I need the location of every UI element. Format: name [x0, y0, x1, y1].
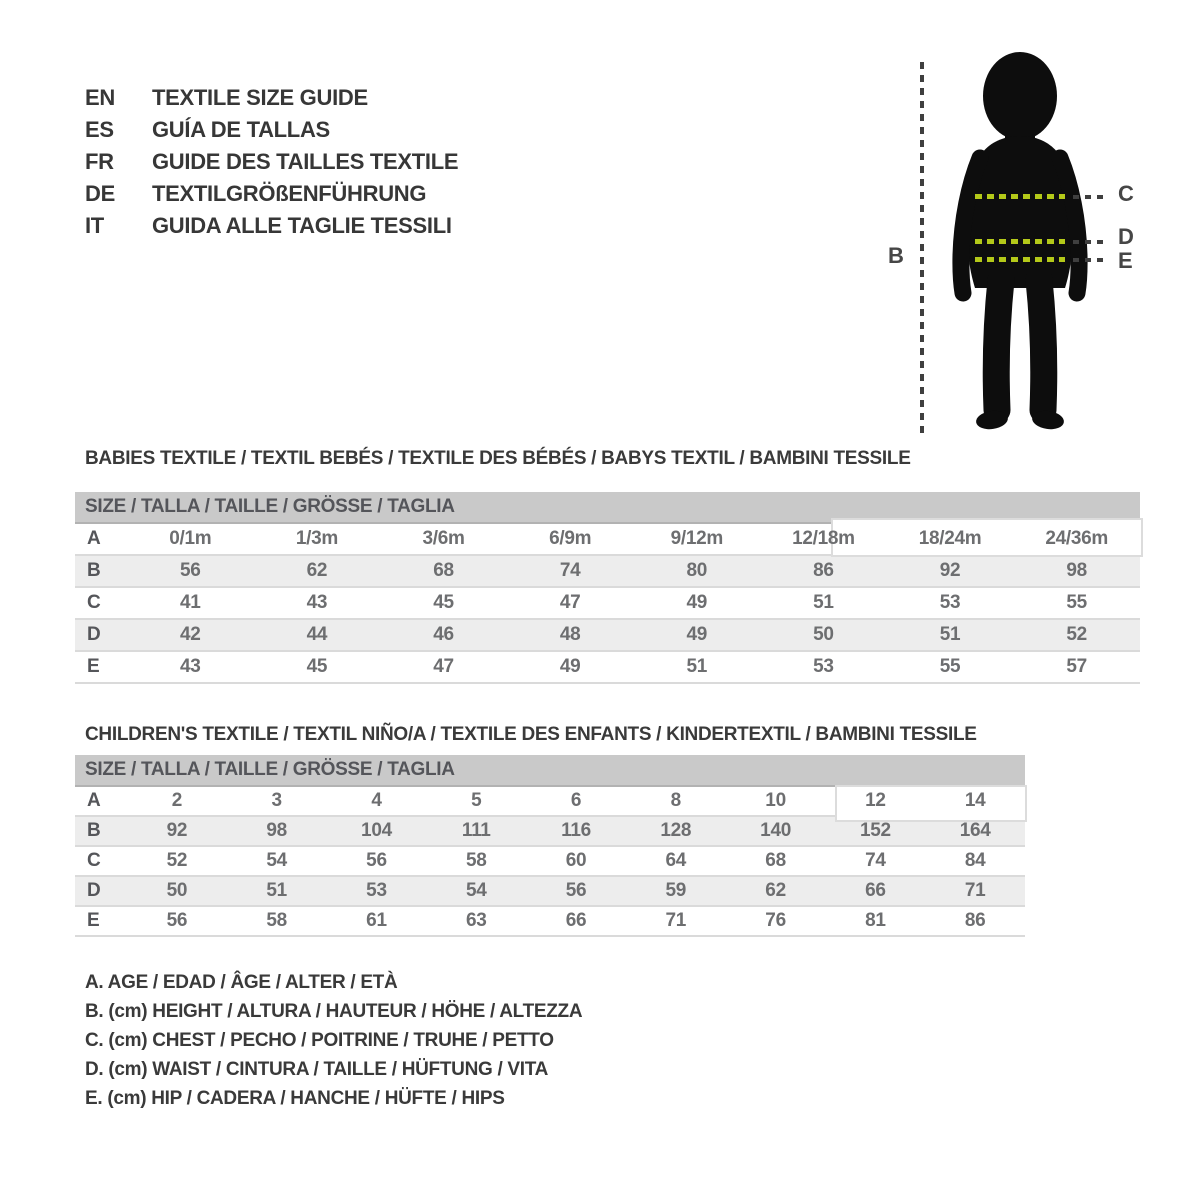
size-value-cell: 5	[471, 790, 482, 811]
size-value-cell: 68	[765, 850, 786, 871]
size-value-cell: 0/1m	[169, 528, 212, 549]
children-size-table	[75, 755, 1025, 937]
table-row	[75, 847, 1025, 877]
language-code: DE	[85, 181, 115, 206]
size-value-cell: 53	[939, 592, 961, 613]
language-code: IT	[85, 213, 104, 238]
language-row-es	[85, 114, 458, 146]
row-label: B	[87, 820, 101, 841]
size-value-cell: 59	[665, 880, 687, 901]
size-value-cell: 1/3m	[295, 528, 338, 549]
language-title: TEXTILGRÖßENFÜHRUNG	[152, 181, 427, 206]
hip-label: E	[1118, 248, 1133, 273]
size-value-cell: 66	[865, 880, 886, 901]
language-row-en	[85, 82, 458, 114]
size-value-cell: 84	[964, 850, 986, 871]
legend-line-age: A. AGE / EDAD / ÂGE / ALTER / ETÀ	[85, 971, 398, 993]
size-value-cell: 49	[559, 656, 581, 677]
size-value-cell: 43	[306, 592, 328, 613]
language-row-fr	[85, 146, 458, 178]
row-label: A	[87, 790, 101, 811]
babies-section-title: BABIES TEXTILE / TEXTIL BEBÉS / TEXTILE DES BÉBÉS / BABYS TEXTIL / BAMBINI TESSILE	[85, 448, 911, 469]
table-row	[75, 620, 1140, 652]
size-value-cell: 66	[565, 910, 587, 931]
chest-label: C	[1118, 181, 1134, 206]
size-value-cell: 74	[559, 560, 581, 581]
size-value-cell: 58	[266, 910, 287, 931]
size-value-cell: 92	[166, 820, 188, 841]
height-label: B	[888, 243, 904, 268]
size-value-cell: 14	[964, 790, 986, 811]
size-value-cell: 47	[433, 656, 454, 677]
size-value-cell: 52	[1066, 624, 1087, 645]
size-value-cell: 71	[665, 910, 687, 931]
size-value-cell: 52	[166, 850, 188, 871]
size-value-cell: 74	[865, 850, 886, 871]
table-row	[75, 907, 1025, 937]
row-label: C	[87, 850, 101, 871]
size-value-cell: 57	[1066, 656, 1087, 677]
size-value-cell: 51	[939, 624, 961, 645]
size-value-cell: 51	[686, 656, 708, 677]
size-value-cell: 43	[180, 656, 201, 677]
size-value-cell: 8	[670, 790, 681, 811]
size-value-cell: 56	[366, 850, 387, 871]
size-value-cell: 49	[686, 624, 708, 645]
size-value-cell: 61	[366, 910, 387, 931]
waist-measure-line	[975, 239, 1065, 244]
chest-measure-line	[975, 194, 1065, 199]
table-row	[75, 556, 1140, 588]
size-value-cell: 3	[271, 790, 282, 811]
language-title: TEXTILE SIZE GUIDE	[152, 85, 368, 110]
size-value-cell: 56	[180, 560, 201, 581]
size-value-cell: 18/24m	[918, 528, 982, 549]
size-value-cell: 55	[1066, 592, 1087, 613]
size-value-cell: 104	[361, 820, 392, 841]
legend-line-hip: E. (cm) HIP / CADERA / HANCHE / HÜFTE / HIPS	[85, 1087, 505, 1109]
table-row	[75, 652, 1140, 684]
size-value-cell: 98	[1066, 560, 1087, 581]
size-value-cell: 86	[964, 910, 986, 931]
children-section-title: CHILDREN'S TEXTILE / TEXTIL NIÑO/A / TEXTILE DES ENFANTS / KINDERTEXTIL / BAMBINI TESSILE	[85, 724, 977, 745]
size-value-cell: 2	[171, 790, 183, 811]
size-value-cell: 49	[686, 592, 708, 613]
measurement-legend	[85, 968, 582, 1113]
size-value-cell: 56	[565, 880, 587, 901]
size-value-cell: 111	[461, 820, 491, 841]
waist-label: D	[1118, 224, 1134, 249]
table-header: SIZE / TALLA / TAILLE / GRÖSSE / TAGLIA	[75, 755, 1025, 787]
size-value-cell: 62	[765, 880, 786, 901]
size-value-cell: 71	[964, 880, 986, 901]
size-value-cell: 24/36m	[1045, 528, 1108, 549]
size-value-cell: 76	[765, 910, 786, 931]
table-header: SIZE / TALLA / TAILLE / GRÖSSE / TAGLIA	[75, 492, 1140, 524]
size-value-cell: 45	[306, 656, 328, 677]
table-row	[75, 877, 1025, 907]
size-value-cell: 116	[561, 820, 591, 841]
height-measure-line	[920, 62, 924, 434]
legend-line-waist: D. (cm) WAIST / CINTURA / TAILLE / HÜFTUNG / VITA	[85, 1058, 549, 1080]
row-label: E	[87, 910, 100, 931]
table-row	[75, 524, 1140, 556]
size-value-cell: 9/12m	[670, 528, 723, 549]
size-value-cell: 64	[665, 850, 687, 871]
size-value-cell: 10	[765, 790, 786, 811]
size-value-cell: 54	[465, 880, 487, 901]
language-code: EN	[85, 85, 115, 110]
size-value-cell: 68	[433, 560, 454, 581]
table-row	[75, 817, 1025, 847]
size-value-cell: 48	[559, 624, 581, 645]
size-value-cell: 51	[266, 880, 287, 901]
table-row	[75, 588, 1140, 620]
size-value-cell: 45	[433, 592, 454, 613]
language-title: GUÍA DE TALLAS	[152, 117, 330, 142]
size-value-cell: 80	[686, 560, 708, 581]
size-value-cell: 63	[465, 910, 487, 931]
size-value-cell: 47	[559, 592, 581, 613]
waist-pointer-line	[1073, 240, 1109, 244]
row-label: D	[87, 624, 101, 645]
row-label: B	[87, 560, 101, 581]
size-value-cell: 51	[813, 592, 834, 613]
size-value-cell: 12	[865, 790, 886, 811]
size-value-cell: 41	[180, 592, 201, 613]
size-value-cell: 54	[266, 850, 287, 871]
row-label: C	[87, 592, 101, 613]
size-value-cell: 62	[306, 560, 328, 581]
size-value-cell: 86	[813, 560, 834, 581]
size-value-cell: 12/18m	[792, 528, 855, 549]
size-value-cell: 44	[306, 624, 328, 645]
size-value-cell: 3/6m	[422, 528, 465, 549]
table-row	[75, 787, 1025, 817]
language-row-it	[85, 210, 458, 242]
size-value-cell: 58	[465, 850, 487, 871]
size-value-cell: 98	[266, 820, 287, 841]
language-title-list	[85, 82, 458, 242]
size-value-cell: 60	[565, 850, 587, 871]
size-value-cell: 53	[813, 656, 834, 677]
size-value-cell: 128	[660, 820, 692, 841]
size-value-cell: 4	[371, 790, 382, 811]
size-value-cell: 81	[865, 910, 886, 931]
hip-measure-line	[975, 257, 1065, 262]
babies-size-table	[75, 492, 1140, 684]
language-title: GUIDA ALLE TAGLIE TESSILI	[152, 213, 452, 238]
language-code: FR	[85, 149, 114, 174]
size-value-cell: 42	[180, 624, 201, 645]
language-row-de	[85, 178, 458, 210]
row-label: A	[87, 528, 101, 549]
size-value-cell: 50	[166, 880, 188, 901]
hip-pointer-line	[1073, 258, 1109, 262]
legend-line-height: B. (cm) HEIGHT / ALTURA / HAUTEUR / HÖHE / ALTEZZA	[85, 1000, 583, 1022]
size-value-cell: 53	[366, 880, 387, 901]
size-value-cell: 55	[939, 656, 961, 677]
legend-line-chest: C. (cm) CHEST / PECHO / POITRINE / TRUHE / PETTO	[85, 1029, 554, 1051]
chest-pointer-line	[1073, 195, 1109, 199]
size-value-cell: 164	[959, 820, 991, 841]
size-value-cell: 92	[939, 560, 961, 581]
row-label: E	[87, 656, 100, 677]
language-code: ES	[85, 117, 114, 142]
size-value-cell: 140	[760, 820, 791, 841]
language-title: GUIDE DES TAILLES TEXTILE	[152, 149, 459, 174]
child-silhouette-icon	[905, 50, 1135, 440]
size-value-cell: 152	[859, 820, 891, 841]
size-value-cell: 6/9m	[549, 528, 592, 549]
size-value-cell: 6	[570, 790, 582, 811]
size-value-cell: 56	[166, 910, 188, 931]
size-value-cell: 50	[813, 624, 834, 645]
row-label: D	[87, 880, 101, 901]
size-value-cell: 46	[433, 624, 454, 645]
